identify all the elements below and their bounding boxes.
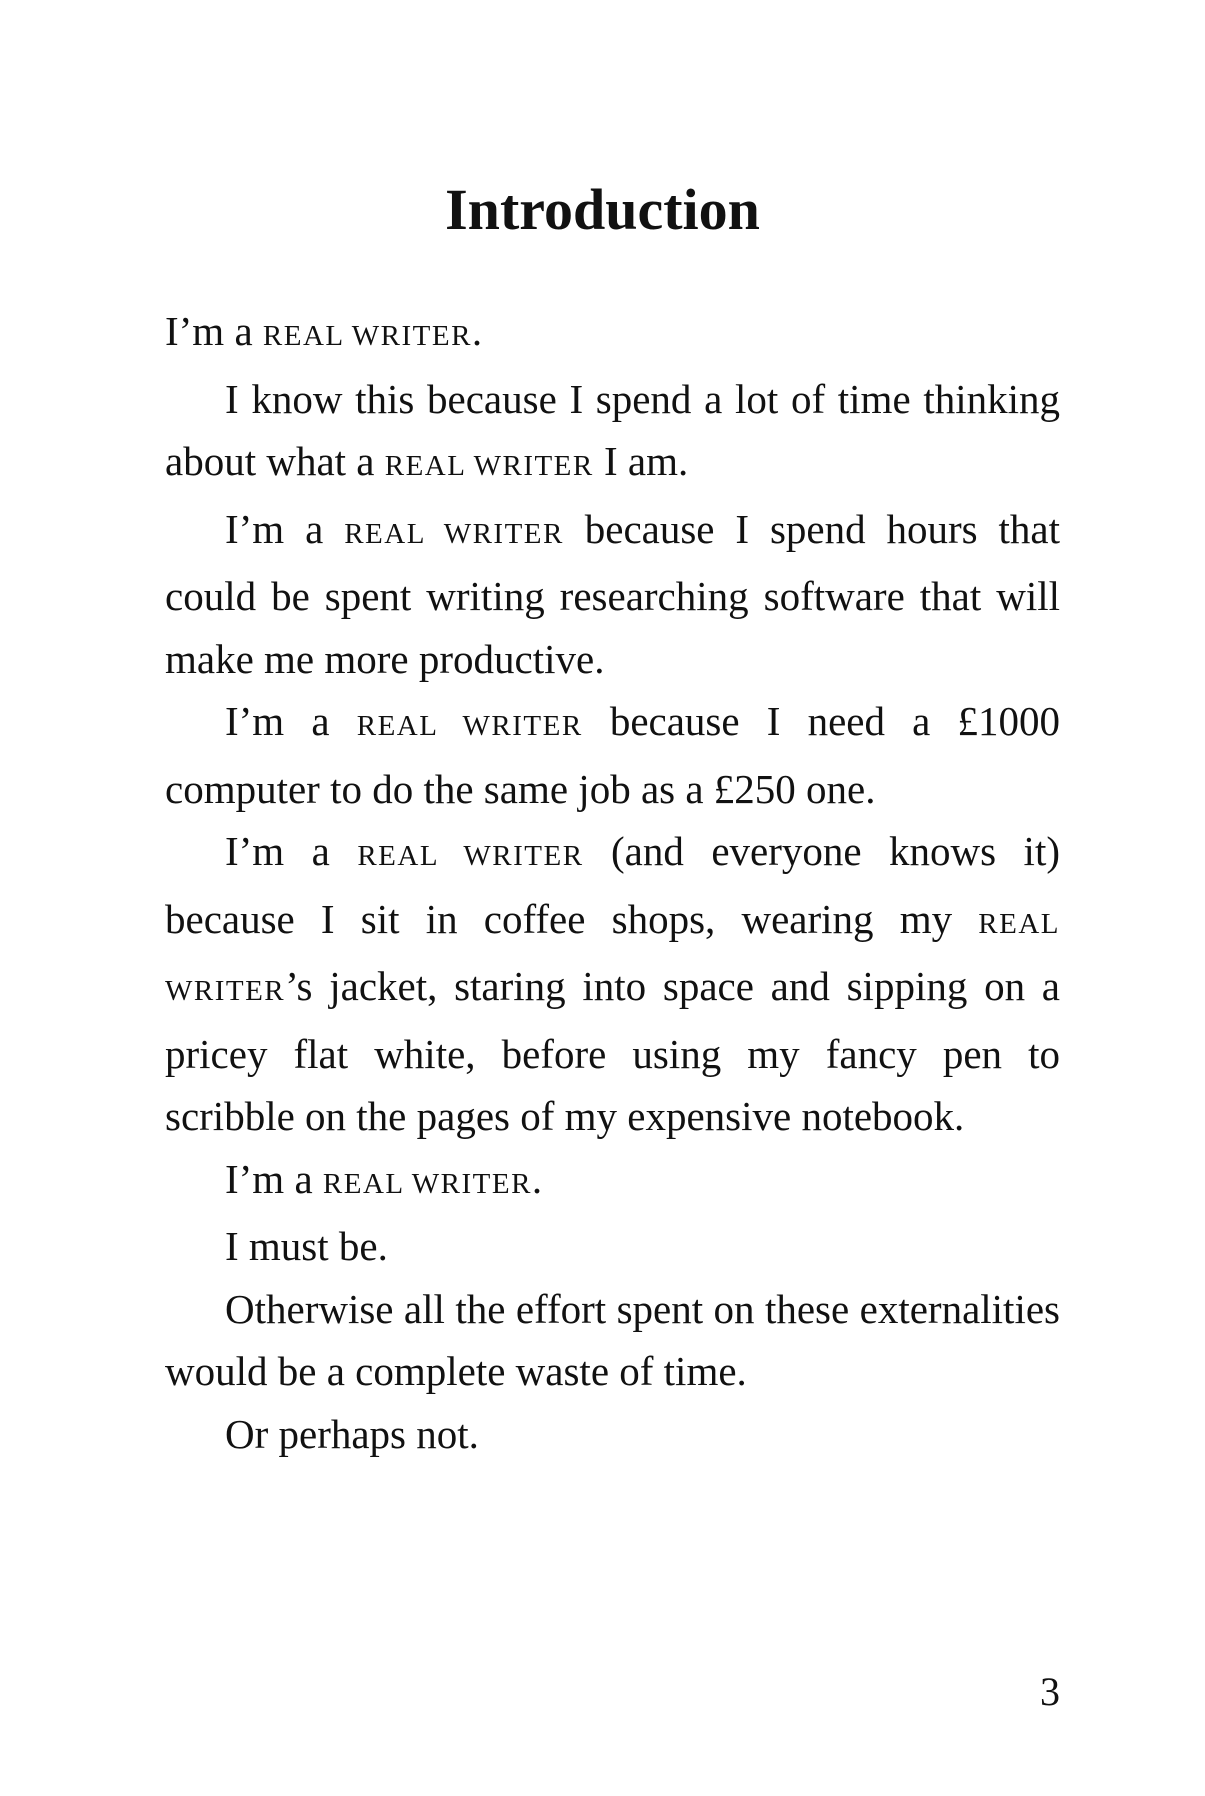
text-run: I know this because I spend a lot of time thinking about what a bbox=[165, 375, 1060, 484]
paragraph-3 bbox=[165, 498, 1060, 691]
paragraph-2 bbox=[165, 368, 1060, 498]
small-caps-term: REAL WRITER bbox=[262, 320, 472, 352]
text-run: I’m a bbox=[225, 505, 345, 552]
text-run: I’m a bbox=[225, 698, 357, 744]
paragraph-4 bbox=[165, 690, 1060, 820]
text-run: ’s jacket, staring into space and sipping on a pricey flat white, before using my fancy pen to scribble on the pages of my expensive notebook. bbox=[165, 963, 1060, 1139]
text-run: I am. bbox=[593, 438, 689, 484]
paragraph-5 bbox=[165, 820, 1060, 1148]
text-run: I’m a bbox=[225, 1155, 323, 1202]
small-caps-term: REAL WRITER bbox=[344, 517, 564, 550]
small-caps-term: REAL WRITER bbox=[356, 710, 583, 742]
paragraph-9 bbox=[165, 1403, 1060, 1466]
small-caps-term: REAL WRITER bbox=[165, 907, 1060, 1007]
text-run: I’m a bbox=[225, 828, 358, 874]
small-caps-term: REAL WRITER bbox=[322, 1167, 532, 1200]
text-run: because I spend hours that could be spent writing researching software that will make me more productive. bbox=[165, 505, 1060, 682]
page-number: 3 bbox=[1040, 1669, 1060, 1714]
text-run: . bbox=[471, 308, 483, 354]
small-caps-term: REAL WRITER bbox=[357, 840, 584, 872]
paragraph-7 bbox=[165, 1215, 1060, 1278]
small-caps-term: REAL WRITER bbox=[384, 450, 594, 482]
paragraph-6 bbox=[165, 1148, 1060, 1216]
text-run: Otherwise all the effort spent on these externalities would be a complete waste of time. bbox=[165, 1285, 1060, 1394]
body-text bbox=[165, 300, 1060, 1465]
paragraph-8 bbox=[165, 1278, 1060, 1403]
text-run: I’m a bbox=[165, 308, 263, 354]
text-run: because I need a £1000 computer to do the same job as a £250 one. bbox=[165, 698, 1060, 812]
chapter-title: Introduction bbox=[445, 177, 760, 242]
paragraph-1 bbox=[165, 300, 1060, 368]
text-run: (and everyone knows it) because I sit in coffee shops, wearing my bbox=[165, 828, 1060, 942]
text-run: . bbox=[531, 1155, 543, 1202]
text-run: I must be. bbox=[225, 1223, 388, 1269]
text-run: Or perhaps not. bbox=[225, 1410, 479, 1457]
